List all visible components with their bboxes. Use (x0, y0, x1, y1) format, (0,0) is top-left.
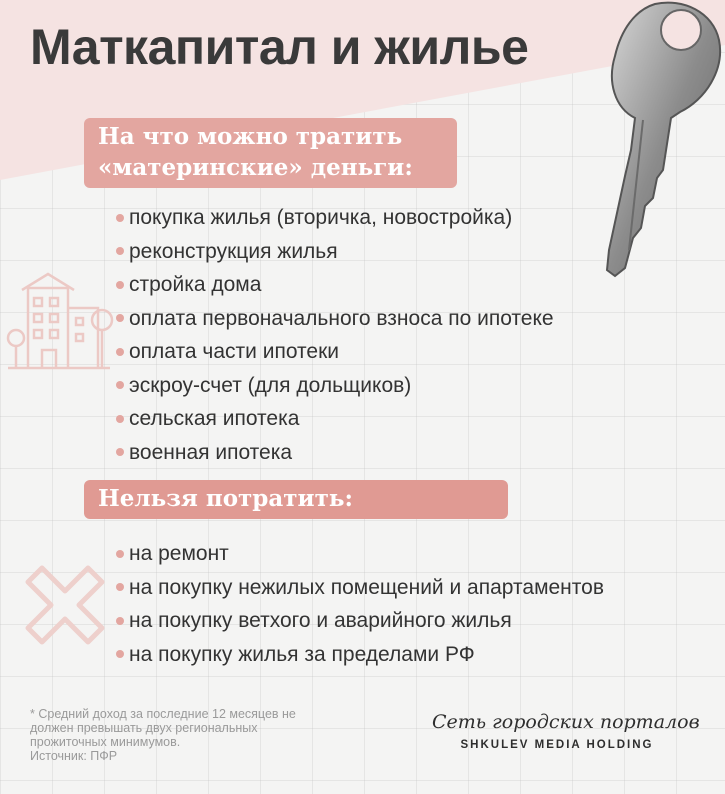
bullet-icon (116, 650, 124, 658)
can-spend-heading-line1: На что можно тратить (98, 123, 403, 150)
list-item: эскроу-счет (для дольщиков) (116, 369, 554, 403)
building-icon (6, 258, 116, 378)
list-item: оплата части ипотеки (116, 335, 554, 369)
bullet-icon (116, 381, 124, 389)
page-title: Маткапитал и жилье (30, 19, 529, 75)
list-item: оплата первоначального взноса по ипотеке (116, 302, 554, 336)
key-image (585, 0, 725, 290)
logo-script: Сеть городских порталов (432, 711, 700, 733)
bullet-icon (116, 247, 124, 255)
bullet-icon (116, 314, 124, 322)
list-item: на покупку ветхого и аварийного жилья (116, 604, 604, 638)
bullet-icon (116, 448, 124, 456)
footnote-line: должен превышать двух региональных (30, 721, 258, 735)
bullet-icon (116, 617, 124, 625)
can-spend-heading (84, 118, 457, 188)
footnote (30, 707, 375, 763)
cross-icon (20, 560, 110, 650)
publisher-logo (432, 711, 700, 751)
footnote-line: прожиточных минимумов. (30, 735, 181, 749)
list-item: покупка жилья (вторичка, новостройка) (116, 201, 554, 235)
list-item: на покупку нежилых помещений и апартаментов (116, 571, 604, 605)
bullet-icon (116, 348, 124, 356)
list-item: реконструкция жилья (116, 235, 554, 269)
can-spend-list (116, 201, 554, 469)
list-item: стройка дома (116, 268, 554, 302)
bullet-icon (116, 550, 124, 558)
bullet-icon (116, 214, 124, 222)
footnote-source: Источник: ПФР (30, 749, 118, 763)
cannot-spend-heading: Нельзя потратить: (84, 480, 508, 519)
bullet-icon (116, 415, 124, 423)
bullet-icon (116, 583, 124, 591)
can-spend-heading-line2: «материнские» деньги: (98, 154, 413, 181)
logo-holding: SHKULEV MEDIA HOLDING (460, 739, 654, 751)
bullet-icon (116, 281, 124, 289)
list-item: сельская ипотека (116, 402, 554, 436)
list-item: на покупку жилья за пределами РФ (116, 638, 604, 672)
footnote-line: * Средний доход за последние 12 месяцев не (30, 707, 296, 721)
list-item: военная ипотека (116, 436, 554, 470)
cannot-spend-list (116, 537, 604, 671)
list-item: на ремонт (116, 537, 604, 571)
